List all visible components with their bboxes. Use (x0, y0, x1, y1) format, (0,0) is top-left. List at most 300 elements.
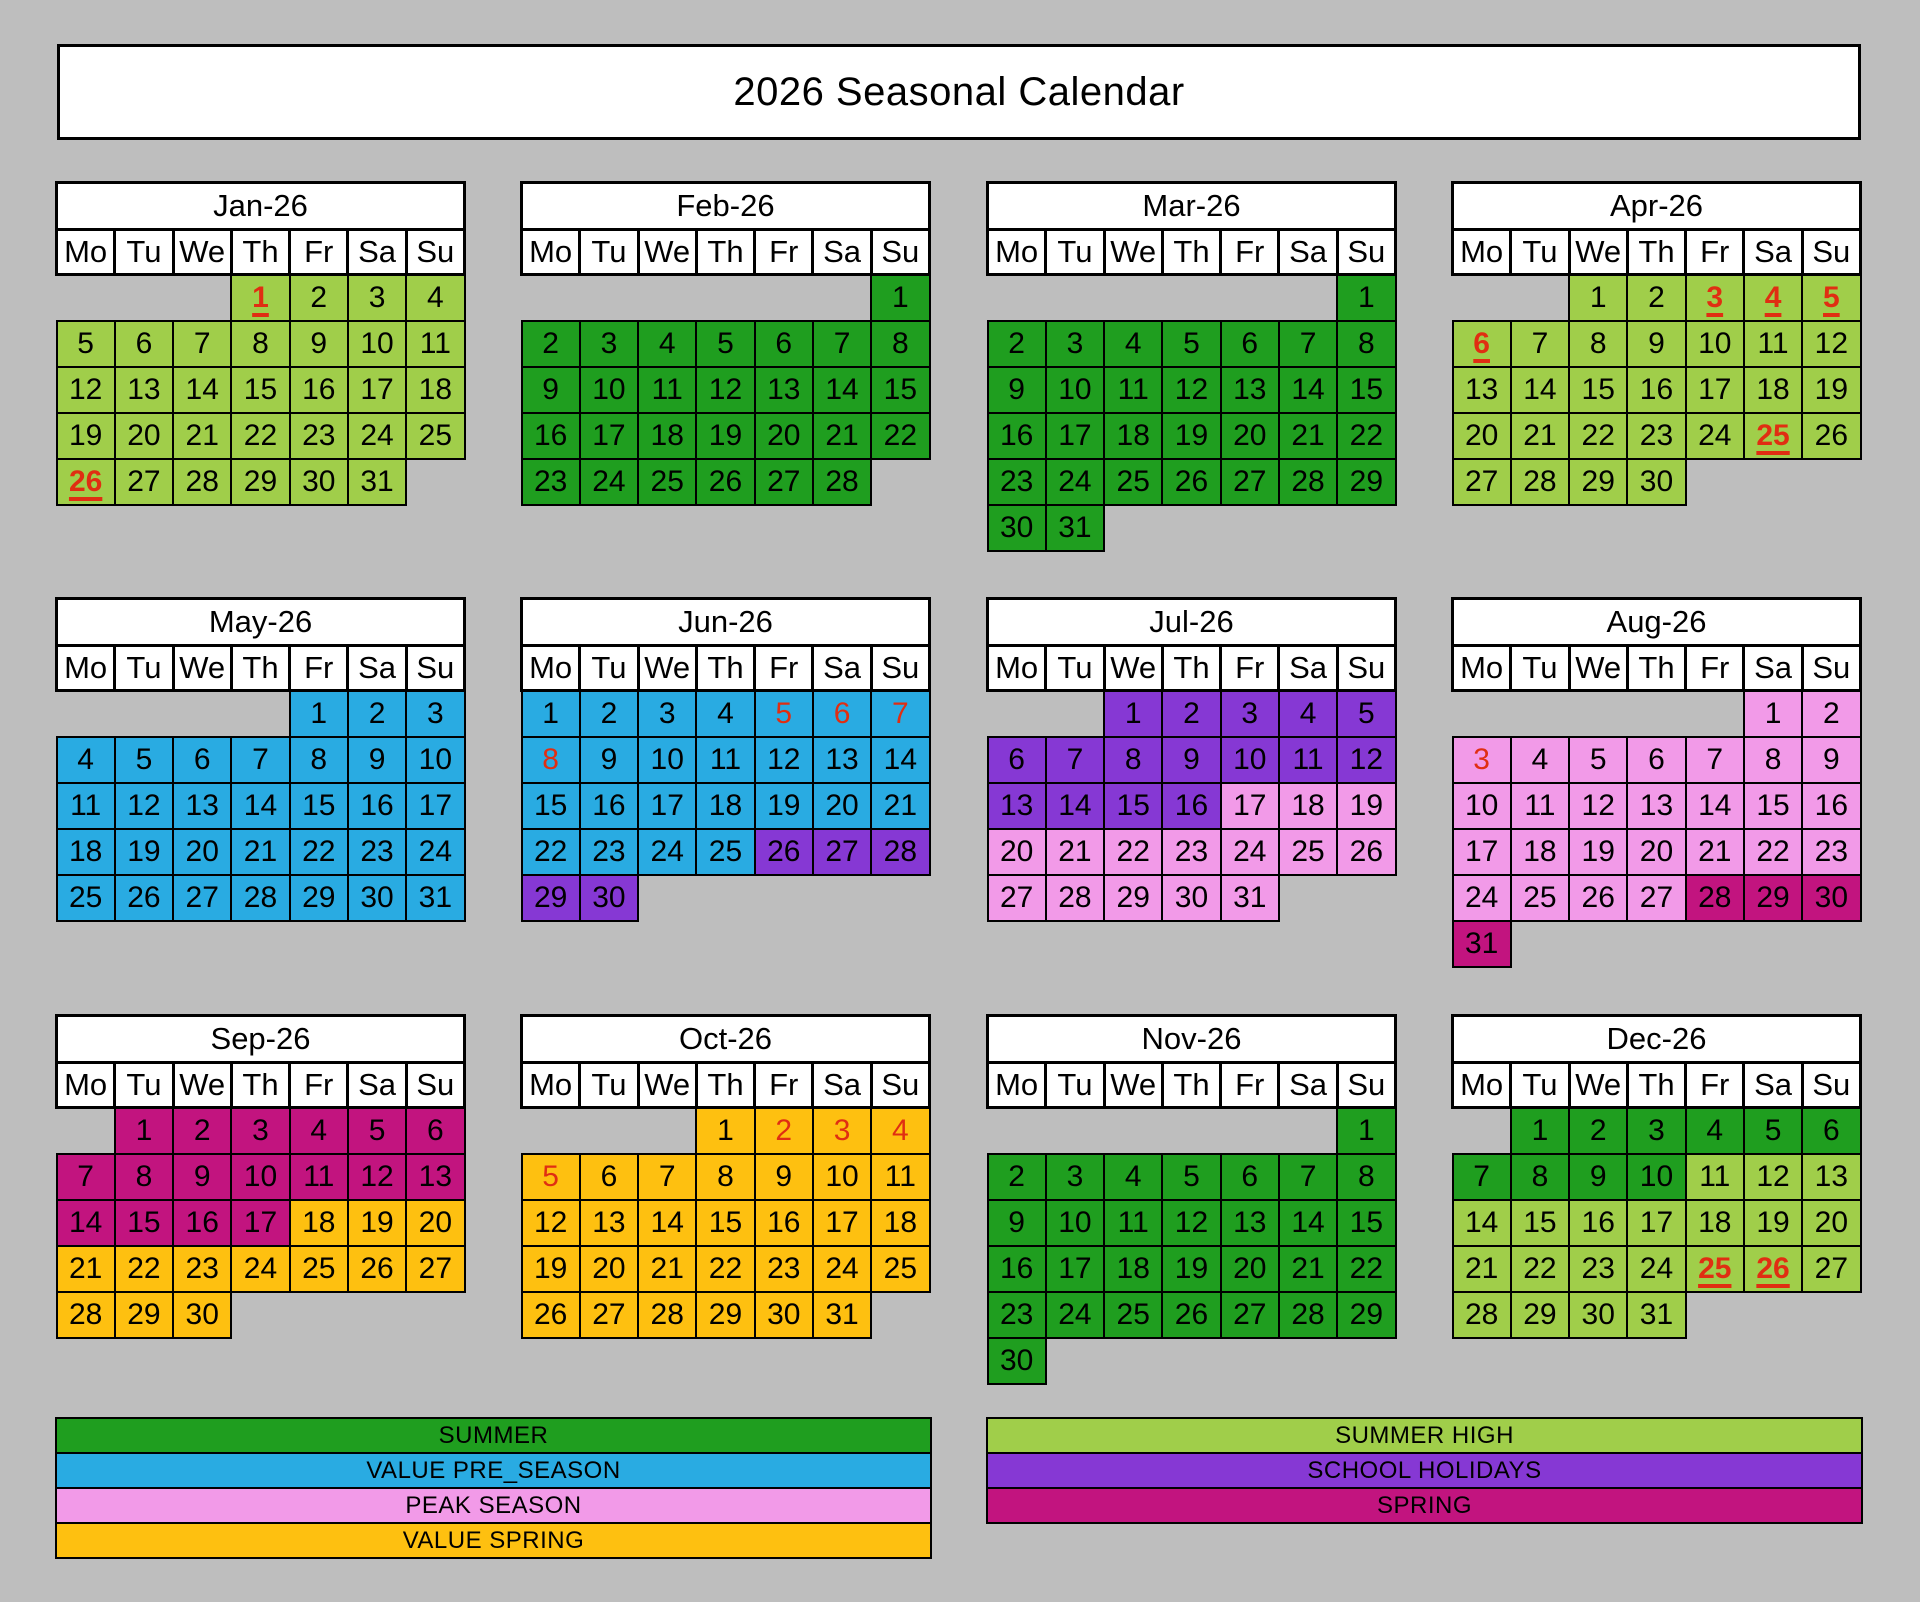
day-cell-mar-26-15[interactable] (1337, 367, 1395, 413)
day-cell-apr-26-18[interactable] (1744, 367, 1802, 413)
day-cell-may-26-26[interactable] (115, 875, 173, 921)
day-cell-nov-26-11[interactable] (1104, 1200, 1162, 1246)
day-cell-aug-26-18[interactable] (1511, 829, 1569, 875)
day-cell-oct-26-6[interactable] (580, 1154, 638, 1200)
day-cell-oct-26-23[interactable] (755, 1246, 813, 1292)
day-cell-may-26-5[interactable] (115, 737, 173, 783)
day-cell-jul-26-16[interactable] (1162, 783, 1220, 829)
day-cell-oct-26-17[interactable] (813, 1200, 871, 1246)
day-cell-mar-26-7[interactable] (1279, 321, 1337, 367)
day-cell-dec-26-7[interactable] (1453, 1154, 1511, 1200)
day-cell-jul-26-12[interactable] (1337, 737, 1395, 783)
day-cell-dec-26-13[interactable] (1802, 1154, 1860, 1200)
day-cell-aug-26-26[interactable] (1569, 875, 1627, 921)
day-cell-jul-26-5[interactable] (1337, 691, 1395, 738)
day-cell-jun-26-16[interactable] (580, 783, 638, 829)
day-cell-jan-26-7[interactable] (173, 321, 231, 367)
day-cell-jul-26-11[interactable] (1279, 737, 1337, 783)
day-cell-sep-26-18[interactable] (290, 1200, 348, 1246)
day-cell-may-26-13[interactable] (173, 783, 231, 829)
day-cell-apr-26-13[interactable] (1453, 367, 1511, 413)
day-cell-mar-26-25[interactable] (1104, 459, 1162, 505)
day-cell-dec-26-11[interactable] (1686, 1154, 1744, 1200)
day-cell-jul-26-4[interactable] (1279, 691, 1337, 738)
day-cell-jul-26-30[interactable] (1162, 875, 1220, 921)
day-cell-sep-26-14[interactable] (57, 1200, 115, 1246)
day-cell-mar-26-10[interactable] (1046, 367, 1104, 413)
day-cell-oct-26-28[interactable] (638, 1292, 696, 1338)
day-cell-nov-26-12[interactable] (1162, 1200, 1220, 1246)
day-cell-jun-26-10[interactable] (638, 737, 696, 783)
day-cell-aug-26-10[interactable] (1453, 783, 1511, 829)
day-cell-nov-26-6[interactable] (1221, 1154, 1279, 1200)
day-cell-feb-26-25[interactable] (638, 459, 696, 505)
day-cell-nov-26-5[interactable] (1162, 1154, 1220, 1200)
day-cell-may-26-22[interactable] (290, 829, 348, 875)
day-cell-nov-26-28[interactable] (1279, 1292, 1337, 1338)
day-cell-oct-26-26[interactable] (522, 1292, 580, 1338)
day-cell-nov-26-17[interactable] (1046, 1246, 1104, 1292)
day-cell-oct-26-18[interactable] (871, 1200, 929, 1246)
day-cell-apr-26-11[interactable] (1744, 321, 1802, 367)
day-cell-sep-26-7[interactable] (57, 1154, 115, 1200)
day-cell-nov-26-24[interactable] (1046, 1292, 1104, 1338)
day-cell-feb-26-6[interactable] (755, 321, 813, 367)
day-cell-may-26-28[interactable] (231, 875, 289, 921)
day-cell-jun-26-18[interactable] (696, 783, 754, 829)
day-cell-may-26-16[interactable] (348, 783, 406, 829)
day-cell-may-26-14[interactable] (231, 783, 289, 829)
day-cell-dec-26-30[interactable] (1569, 1292, 1627, 1338)
day-cell-jun-26-29[interactable] (522, 875, 580, 921)
day-cell-may-26-3[interactable] (406, 691, 464, 738)
day-cell-nov-26-27[interactable] (1221, 1292, 1279, 1338)
day-cell-dec-26-9[interactable] (1569, 1154, 1627, 1200)
day-cell-jan-26-1[interactable] (231, 275, 289, 322)
day-cell-oct-26-13[interactable] (580, 1200, 638, 1246)
day-cell-jan-26-4[interactable] (406, 275, 464, 322)
day-cell-nov-26-30[interactable] (988, 1338, 1046, 1384)
day-cell-feb-26-13[interactable] (755, 367, 813, 413)
day-cell-may-26-19[interactable] (115, 829, 173, 875)
day-cell-feb-26-2[interactable] (522, 321, 580, 367)
day-cell-jun-26-25[interactable] (696, 829, 754, 875)
day-cell-apr-26-24[interactable] (1686, 413, 1744, 459)
day-cell-aug-26-5[interactable] (1569, 737, 1627, 783)
day-cell-dec-26-19[interactable] (1744, 1200, 1802, 1246)
day-cell-feb-26-12[interactable] (696, 367, 754, 413)
day-cell-aug-26-16[interactable] (1802, 783, 1860, 829)
day-cell-may-26-12[interactable] (115, 783, 173, 829)
day-cell-oct-26-1[interactable] (696, 1108, 754, 1155)
day-cell-aug-26-22[interactable] (1744, 829, 1802, 875)
day-cell-apr-26-27[interactable] (1453, 459, 1511, 505)
day-cell-jul-26-8[interactable] (1104, 737, 1162, 783)
day-cell-jan-26-24[interactable] (348, 413, 406, 459)
day-cell-jan-26-25[interactable] (406, 413, 464, 459)
day-cell-sep-26-26[interactable] (348, 1246, 406, 1292)
day-cell-oct-26-15[interactable] (696, 1200, 754, 1246)
day-cell-jun-26-3[interactable] (638, 691, 696, 738)
day-cell-apr-26-10[interactable] (1686, 321, 1744, 367)
day-cell-jun-26-12[interactable] (755, 737, 813, 783)
day-cell-apr-26-26[interactable] (1802, 413, 1860, 459)
day-cell-jan-26-2[interactable] (290, 275, 348, 322)
day-cell-feb-26-4[interactable] (638, 321, 696, 367)
day-cell-dec-26-26[interactable] (1744, 1246, 1802, 1292)
day-cell-mar-26-9[interactable] (988, 367, 1046, 413)
day-cell-apr-26-4[interactable] (1744, 275, 1802, 322)
day-cell-oct-26-5[interactable] (522, 1154, 580, 1200)
day-cell-sep-26-29[interactable] (115, 1292, 173, 1338)
day-cell-jul-26-28[interactable] (1046, 875, 1104, 921)
day-cell-jun-26-6[interactable] (813, 691, 871, 738)
day-cell-apr-26-28[interactable] (1511, 459, 1569, 505)
day-cell-oct-26-31[interactable] (813, 1292, 871, 1338)
day-cell-jul-26-15[interactable] (1104, 783, 1162, 829)
day-cell-aug-26-12[interactable] (1569, 783, 1627, 829)
day-cell-aug-26-6[interactable] (1627, 737, 1685, 783)
day-cell-feb-26-15[interactable] (871, 367, 929, 413)
day-cell-jul-26-1[interactable] (1104, 691, 1162, 738)
day-cell-mar-26-24[interactable] (1046, 459, 1104, 505)
day-cell-sep-26-13[interactable] (406, 1154, 464, 1200)
day-cell-dec-26-22[interactable] (1511, 1246, 1569, 1292)
day-cell-jun-26-26[interactable] (755, 829, 813, 875)
day-cell-nov-26-26[interactable] (1162, 1292, 1220, 1338)
day-cell-jun-26-13[interactable] (813, 737, 871, 783)
day-cell-jun-26-19[interactable] (755, 783, 813, 829)
day-cell-jun-26-1[interactable] (522, 691, 580, 738)
day-cell-may-26-21[interactable] (231, 829, 289, 875)
day-cell-sep-26-27[interactable] (406, 1246, 464, 1292)
day-cell-aug-26-17[interactable] (1453, 829, 1511, 875)
day-cell-sep-26-6[interactable] (406, 1108, 464, 1155)
day-cell-may-26-11[interactable] (57, 783, 115, 829)
day-cell-jun-26-7[interactable] (871, 691, 929, 738)
day-cell-jun-26-9[interactable] (580, 737, 638, 783)
day-cell-jan-26-6[interactable] (115, 321, 173, 367)
day-cell-sep-26-24[interactable] (231, 1246, 289, 1292)
day-cell-oct-26-8[interactable] (696, 1154, 754, 1200)
day-cell-mar-26-28[interactable] (1279, 459, 1337, 505)
day-cell-sep-26-5[interactable] (348, 1108, 406, 1155)
day-cell-oct-26-4[interactable] (871, 1108, 929, 1155)
day-cell-nov-26-22[interactable] (1337, 1246, 1395, 1292)
day-cell-apr-26-6[interactable] (1453, 321, 1511, 367)
day-cell-may-26-27[interactable] (173, 875, 231, 921)
day-cell-aug-26-31[interactable] (1453, 921, 1511, 967)
day-cell-feb-26-3[interactable] (580, 321, 638, 367)
day-cell-jan-26-26[interactable] (57, 459, 115, 505)
day-cell-sep-26-20[interactable] (406, 1200, 464, 1246)
day-cell-may-26-30[interactable] (348, 875, 406, 921)
day-cell-jun-26-22[interactable] (522, 829, 580, 875)
day-cell-dec-26-23[interactable] (1569, 1246, 1627, 1292)
day-cell-mar-26-20[interactable] (1221, 413, 1279, 459)
day-cell-may-26-29[interactable] (290, 875, 348, 921)
day-cell-mar-26-4[interactable] (1104, 321, 1162, 367)
day-cell-sep-26-15[interactable] (115, 1200, 173, 1246)
day-cell-jan-26-31[interactable] (348, 459, 406, 505)
day-cell-sep-26-19[interactable] (348, 1200, 406, 1246)
day-cell-dec-26-5[interactable] (1744, 1108, 1802, 1155)
day-cell-jan-26-3[interactable] (348, 275, 406, 322)
day-cell-apr-26-2[interactable] (1627, 275, 1685, 322)
day-cell-sep-26-10[interactable] (231, 1154, 289, 1200)
day-cell-nov-26-25[interactable] (1104, 1292, 1162, 1338)
day-cell-aug-26-7[interactable] (1686, 737, 1744, 783)
day-cell-apr-26-21[interactable] (1511, 413, 1569, 459)
day-cell-jan-26-8[interactable] (231, 321, 289, 367)
day-cell-may-26-9[interactable] (348, 737, 406, 783)
day-cell-jun-26-20[interactable] (813, 783, 871, 829)
day-cell-apr-26-30[interactable] (1627, 459, 1685, 505)
day-cell-jun-26-17[interactable] (638, 783, 696, 829)
day-cell-jan-26-18[interactable] (406, 367, 464, 413)
day-cell-mar-26-22[interactable] (1337, 413, 1395, 459)
day-cell-aug-26-27[interactable] (1627, 875, 1685, 921)
day-cell-sep-26-12[interactable] (348, 1154, 406, 1200)
day-cell-dec-26-12[interactable] (1744, 1154, 1802, 1200)
day-cell-nov-26-1[interactable] (1337, 1108, 1395, 1155)
day-cell-jul-26-3[interactable] (1221, 691, 1279, 738)
day-cell-jul-26-7[interactable] (1046, 737, 1104, 783)
day-cell-sep-26-30[interactable] (173, 1292, 231, 1338)
day-cell-nov-26-21[interactable] (1279, 1246, 1337, 1292)
day-cell-aug-26-24[interactable] (1453, 875, 1511, 921)
day-cell-dec-26-10[interactable] (1627, 1154, 1685, 1200)
day-cell-apr-26-9[interactable] (1627, 321, 1685, 367)
day-cell-mar-26-21[interactable] (1279, 413, 1337, 459)
day-cell-jul-26-9[interactable] (1162, 737, 1220, 783)
day-cell-mar-26-16[interactable] (988, 413, 1046, 459)
day-cell-oct-26-2[interactable] (755, 1108, 813, 1155)
day-cell-feb-26-1[interactable] (871, 275, 929, 322)
day-cell-apr-26-3[interactable] (1686, 275, 1744, 322)
day-cell-jun-26-23[interactable] (580, 829, 638, 875)
day-cell-jul-26-14[interactable] (1046, 783, 1104, 829)
day-cell-mar-26-12[interactable] (1162, 367, 1220, 413)
day-cell-apr-26-16[interactable] (1627, 367, 1685, 413)
day-cell-aug-26-28[interactable] (1686, 875, 1744, 921)
day-cell-jul-26-19[interactable] (1337, 783, 1395, 829)
day-cell-jan-26-9[interactable] (290, 321, 348, 367)
day-cell-jul-26-24[interactable] (1221, 829, 1279, 875)
day-cell-nov-26-15[interactable] (1337, 1200, 1395, 1246)
day-cell-oct-26-21[interactable] (638, 1246, 696, 1292)
day-cell-jul-26-25[interactable] (1279, 829, 1337, 875)
day-cell-nov-26-16[interactable] (988, 1246, 1046, 1292)
day-cell-nov-26-8[interactable] (1337, 1154, 1395, 1200)
day-cell-dec-26-25[interactable] (1686, 1246, 1744, 1292)
day-cell-feb-26-22[interactable] (871, 413, 929, 459)
day-cell-may-26-31[interactable] (406, 875, 464, 921)
day-cell-may-26-15[interactable] (290, 783, 348, 829)
day-cell-jan-26-20[interactable] (115, 413, 173, 459)
day-cell-jan-26-29[interactable] (231, 459, 289, 505)
day-cell-apr-26-5[interactable] (1802, 275, 1860, 322)
day-cell-may-26-25[interactable] (57, 875, 115, 921)
day-cell-jan-26-17[interactable] (348, 367, 406, 413)
day-cell-aug-26-15[interactable] (1744, 783, 1802, 829)
day-cell-feb-26-11[interactable] (638, 367, 696, 413)
day-cell-nov-26-10[interactable] (1046, 1200, 1104, 1246)
day-cell-aug-26-8[interactable] (1744, 737, 1802, 783)
day-cell-sep-26-25[interactable] (290, 1246, 348, 1292)
day-cell-may-26-17[interactable] (406, 783, 464, 829)
day-cell-dec-26-3[interactable] (1627, 1108, 1685, 1155)
day-cell-nov-26-29[interactable] (1337, 1292, 1395, 1338)
day-cell-jun-26-5[interactable] (755, 691, 813, 738)
day-cell-aug-26-13[interactable] (1627, 783, 1685, 829)
day-cell-jul-26-27[interactable] (988, 875, 1046, 921)
day-cell-aug-26-21[interactable] (1686, 829, 1744, 875)
day-cell-jun-26-15[interactable] (522, 783, 580, 829)
day-cell-mar-26-26[interactable] (1162, 459, 1220, 505)
day-cell-sep-26-9[interactable] (173, 1154, 231, 1200)
day-cell-sep-26-8[interactable] (115, 1154, 173, 1200)
day-cell-apr-26-29[interactable] (1569, 459, 1627, 505)
day-cell-dec-26-18[interactable] (1686, 1200, 1744, 1246)
day-cell-may-26-4[interactable] (57, 737, 115, 783)
day-cell-apr-26-19[interactable] (1802, 367, 1860, 413)
day-cell-jul-26-13[interactable] (988, 783, 1046, 829)
day-cell-jan-26-23[interactable] (290, 413, 348, 459)
day-cell-may-26-23[interactable] (348, 829, 406, 875)
day-cell-feb-26-7[interactable] (813, 321, 871, 367)
day-cell-jan-26-21[interactable] (173, 413, 231, 459)
day-cell-dec-26-2[interactable] (1569, 1108, 1627, 1155)
day-cell-nov-26-9[interactable] (988, 1200, 1046, 1246)
day-cell-may-26-20[interactable] (173, 829, 231, 875)
day-cell-mar-26-8[interactable] (1337, 321, 1395, 367)
day-cell-sep-26-22[interactable] (115, 1246, 173, 1292)
day-cell-nov-26-19[interactable] (1162, 1246, 1220, 1292)
day-cell-may-26-6[interactable] (173, 737, 231, 783)
day-cell-nov-26-18[interactable] (1104, 1246, 1162, 1292)
day-cell-aug-26-20[interactable] (1627, 829, 1685, 875)
day-cell-apr-26-14[interactable] (1511, 367, 1569, 413)
day-cell-oct-26-20[interactable] (580, 1246, 638, 1292)
day-cell-jan-26-28[interactable] (173, 459, 231, 505)
day-cell-mar-26-14[interactable] (1279, 367, 1337, 413)
day-cell-oct-26-11[interactable] (871, 1154, 929, 1200)
day-cell-feb-26-19[interactable] (696, 413, 754, 459)
day-cell-aug-26-29[interactable] (1744, 875, 1802, 921)
day-cell-jan-26-30[interactable] (290, 459, 348, 505)
day-cell-jun-26-8[interactable] (522, 737, 580, 783)
day-cell-mar-26-18[interactable] (1104, 413, 1162, 459)
day-cell-dec-26-16[interactable] (1569, 1200, 1627, 1246)
day-cell-nov-26-13[interactable] (1221, 1200, 1279, 1246)
day-cell-jan-26-15[interactable] (231, 367, 289, 413)
day-cell-dec-26-29[interactable] (1511, 1292, 1569, 1338)
day-cell-sep-26-11[interactable] (290, 1154, 348, 1200)
day-cell-oct-26-16[interactable] (755, 1200, 813, 1246)
day-cell-jan-26-13[interactable] (115, 367, 173, 413)
day-cell-jul-26-20[interactable] (988, 829, 1046, 875)
day-cell-jul-26-29[interactable] (1104, 875, 1162, 921)
day-cell-jul-26-18[interactable] (1279, 783, 1337, 829)
day-cell-apr-26-20[interactable] (1453, 413, 1511, 459)
day-cell-oct-26-25[interactable] (871, 1246, 929, 1292)
day-cell-nov-26-14[interactable] (1279, 1200, 1337, 1246)
day-cell-may-26-10[interactable] (406, 737, 464, 783)
day-cell-apr-26-23[interactable] (1627, 413, 1685, 459)
day-cell-nov-26-7[interactable] (1279, 1154, 1337, 1200)
day-cell-feb-26-17[interactable] (580, 413, 638, 459)
day-cell-jun-26-30[interactable] (580, 875, 638, 921)
day-cell-may-26-1[interactable] (290, 691, 348, 738)
day-cell-oct-26-19[interactable] (522, 1246, 580, 1292)
day-cell-aug-26-4[interactable] (1511, 737, 1569, 783)
day-cell-jun-26-21[interactable] (871, 783, 929, 829)
day-cell-sep-26-23[interactable] (173, 1246, 231, 1292)
day-cell-nov-26-3[interactable] (1046, 1154, 1104, 1200)
day-cell-feb-26-10[interactable] (580, 367, 638, 413)
day-cell-jul-26-23[interactable] (1162, 829, 1220, 875)
day-cell-aug-26-2[interactable] (1802, 691, 1860, 738)
day-cell-oct-26-7[interactable] (638, 1154, 696, 1200)
day-cell-mar-26-3[interactable] (1046, 321, 1104, 367)
day-cell-feb-26-16[interactable] (522, 413, 580, 459)
day-cell-jan-26-11[interactable] (406, 321, 464, 367)
day-cell-jul-26-2[interactable] (1162, 691, 1220, 738)
day-cell-jan-26-10[interactable] (348, 321, 406, 367)
day-cell-feb-26-26[interactable] (696, 459, 754, 505)
day-cell-mar-26-23[interactable] (988, 459, 1046, 505)
day-cell-jan-26-19[interactable] (57, 413, 115, 459)
day-cell-feb-26-9[interactable] (522, 367, 580, 413)
day-cell-jul-26-10[interactable] (1221, 737, 1279, 783)
day-cell-dec-26-27[interactable] (1802, 1246, 1860, 1292)
day-cell-feb-26-18[interactable] (638, 413, 696, 459)
day-cell-jul-26-17[interactable] (1221, 783, 1279, 829)
day-cell-apr-26-7[interactable] (1511, 321, 1569, 367)
day-cell-aug-26-3[interactable] (1453, 737, 1511, 783)
day-cell-dec-26-6[interactable] (1802, 1108, 1860, 1155)
day-cell-mar-26-2[interactable] (988, 321, 1046, 367)
day-cell-dec-26-24[interactable] (1627, 1246, 1685, 1292)
day-cell-jun-26-4[interactable] (696, 691, 754, 738)
day-cell-dec-26-8[interactable] (1511, 1154, 1569, 1200)
day-cell-feb-26-28[interactable] (813, 459, 871, 505)
day-cell-may-26-24[interactable] (406, 829, 464, 875)
day-cell-apr-26-1[interactable] (1569, 275, 1627, 322)
day-cell-dec-26-20[interactable] (1802, 1200, 1860, 1246)
day-cell-aug-26-9[interactable] (1802, 737, 1860, 783)
day-cell-oct-26-3[interactable] (813, 1108, 871, 1155)
day-cell-mar-26-5[interactable] (1162, 321, 1220, 367)
day-cell-feb-26-21[interactable] (813, 413, 871, 459)
day-cell-mar-26-19[interactable] (1162, 413, 1220, 459)
day-cell-jul-26-31[interactable] (1221, 875, 1279, 921)
day-cell-apr-26-22[interactable] (1569, 413, 1627, 459)
day-cell-jun-26-2[interactable] (580, 691, 638, 738)
day-cell-mar-26-30[interactable] (988, 505, 1046, 551)
day-cell-feb-26-5[interactable] (696, 321, 754, 367)
day-cell-mar-26-27[interactable] (1221, 459, 1279, 505)
day-cell-oct-26-12[interactable] (522, 1200, 580, 1246)
day-cell-feb-26-24[interactable] (580, 459, 638, 505)
day-cell-dec-26-4[interactable] (1686, 1108, 1744, 1155)
day-cell-jun-26-11[interactable] (696, 737, 754, 783)
day-cell-oct-26-10[interactable] (813, 1154, 871, 1200)
day-cell-oct-26-22[interactable] (696, 1246, 754, 1292)
day-cell-aug-26-19[interactable] (1569, 829, 1627, 875)
day-cell-may-26-18[interactable] (57, 829, 115, 875)
